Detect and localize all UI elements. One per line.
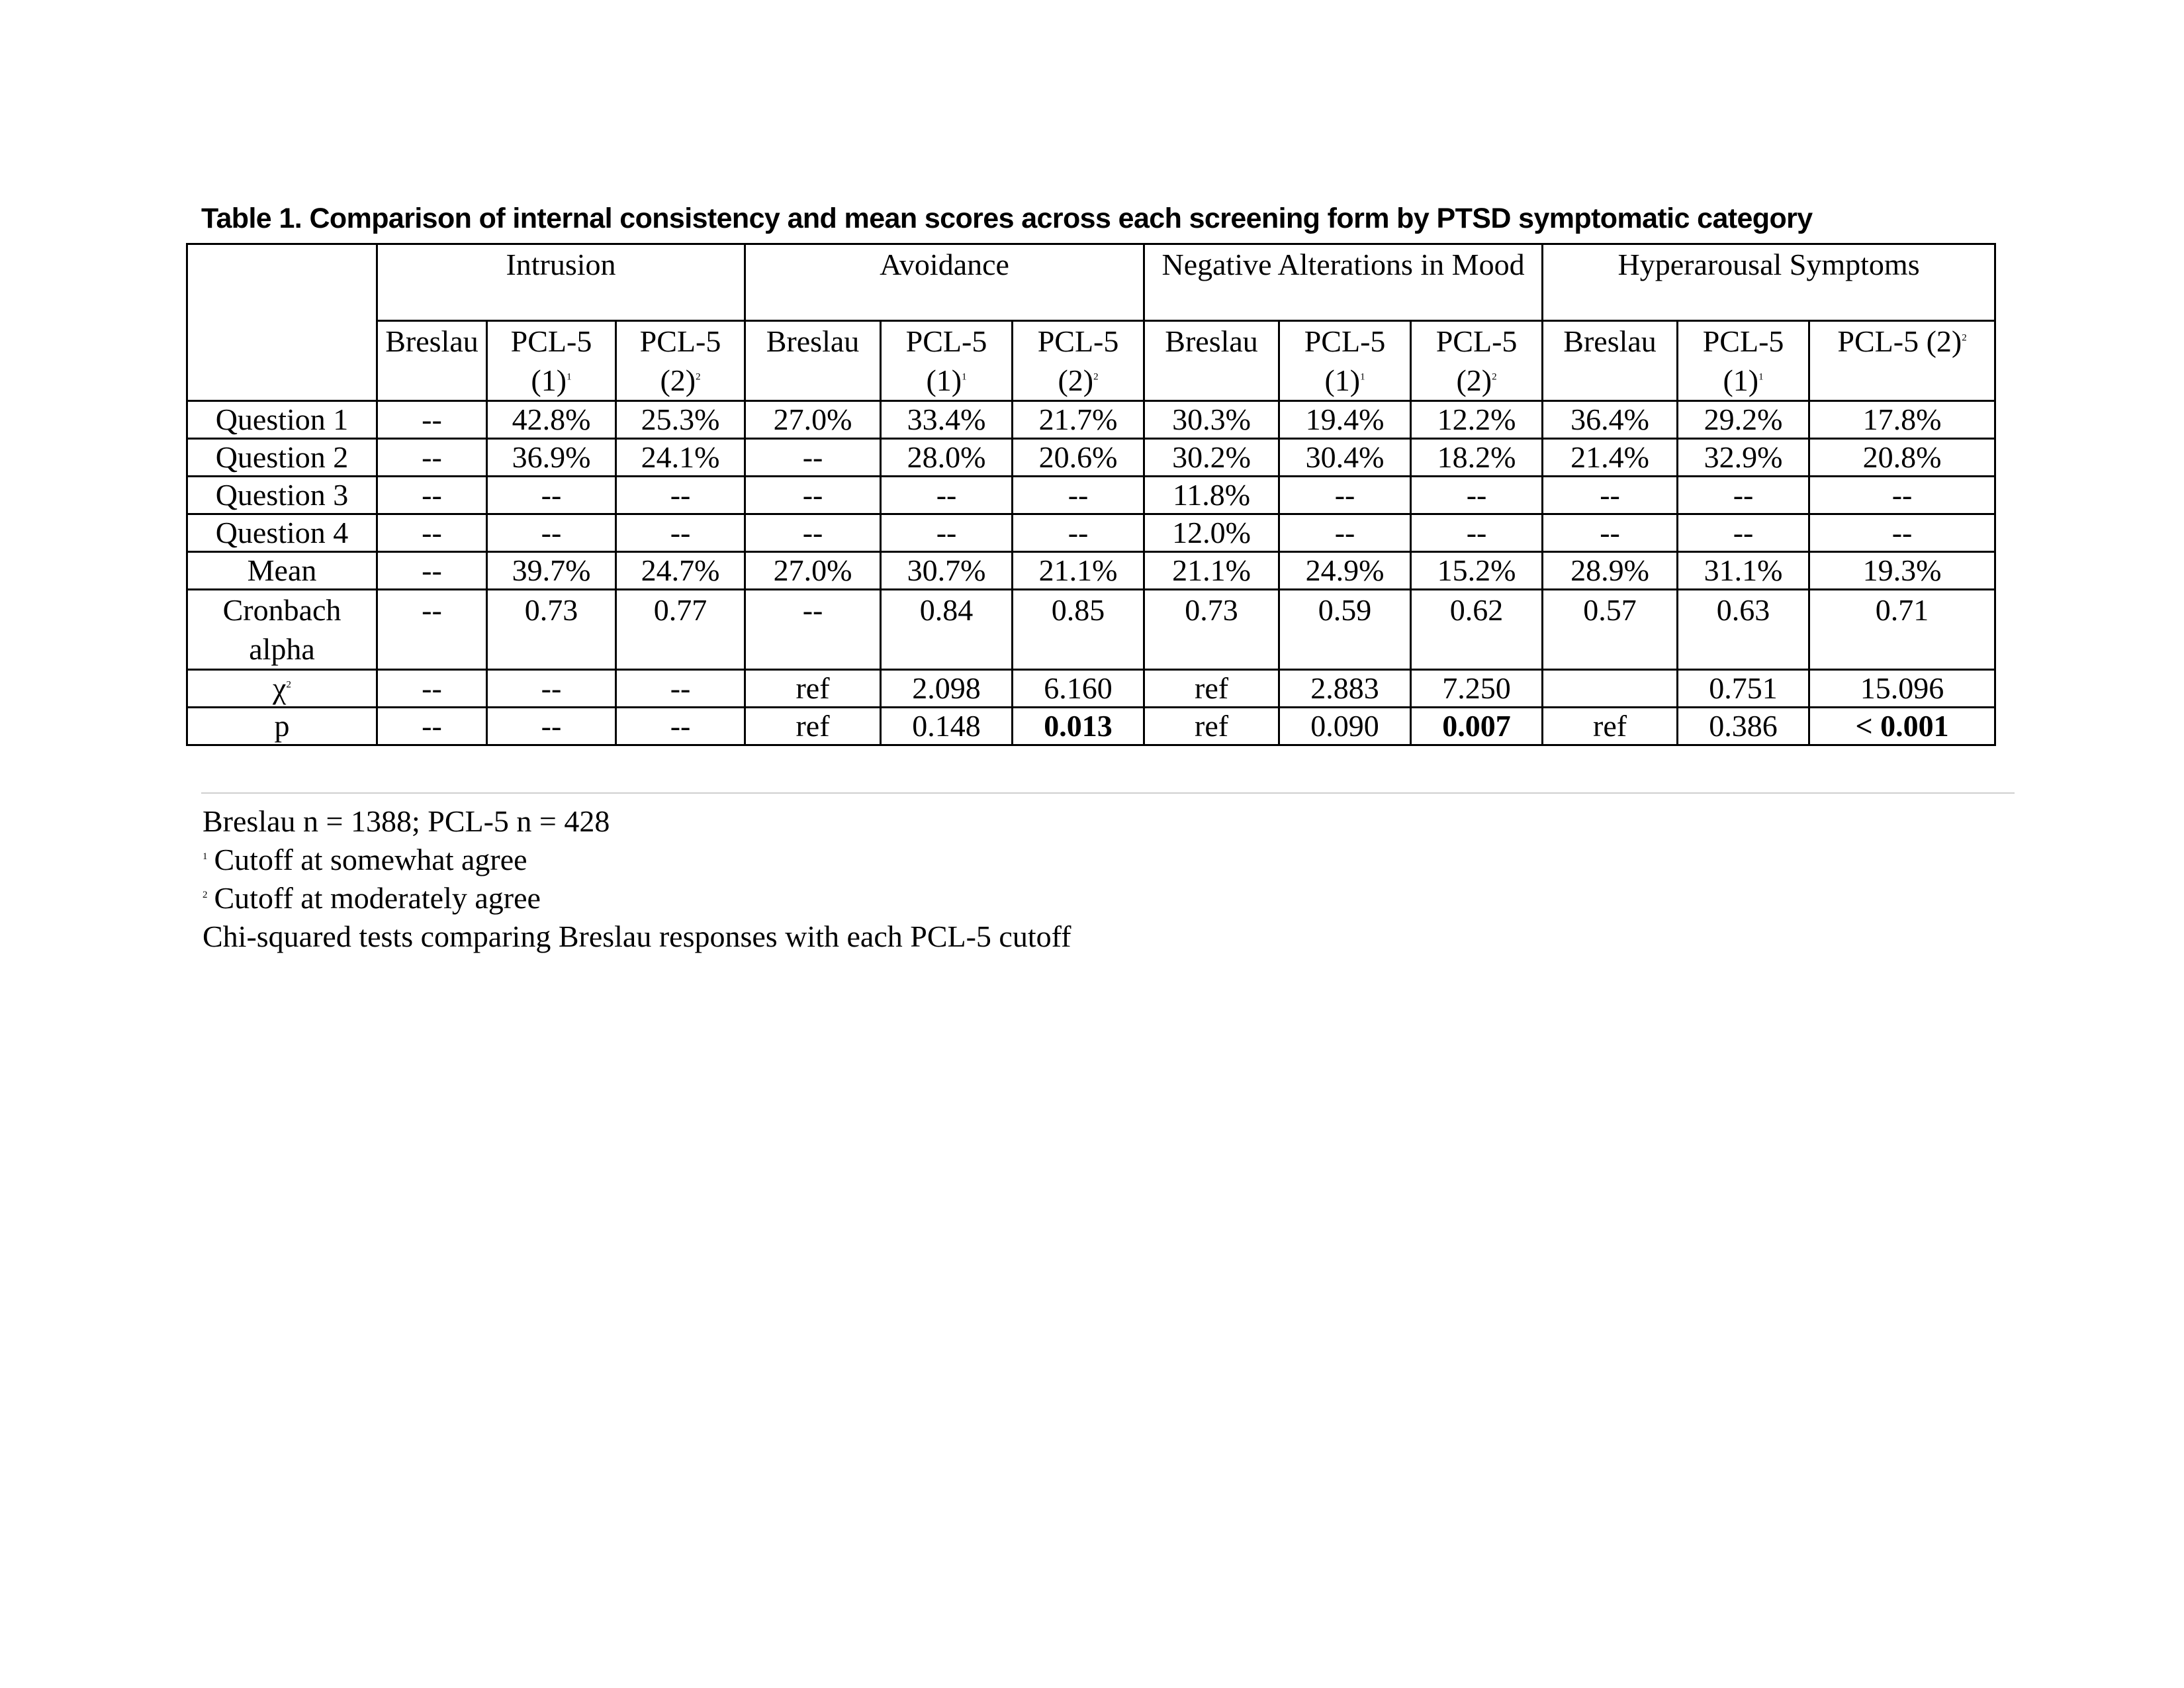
table-row [187, 514, 1995, 552]
row-label: Question 4 [187, 514, 377, 552]
table-cell: 36.9% [487, 439, 616, 477]
subheader-breslau: Breslau [377, 321, 487, 401]
table-cell: -- [745, 514, 881, 552]
table-cell: 27.0% [745, 401, 881, 439]
table-cell: ref [1543, 708, 1678, 745]
table-cell [1543, 670, 1678, 708]
table-cell: 29.2% [1678, 401, 1809, 439]
table-cell: 7.250 [1411, 670, 1543, 708]
row-label: p [187, 708, 377, 745]
results-table [186, 243, 1996, 746]
table-cell: 11.8% [1144, 477, 1279, 514]
table-cell: -- [745, 439, 881, 477]
table-cell: 12.0% [1144, 514, 1279, 552]
table-cell: 33.4% [881, 401, 1013, 439]
table-row [187, 708, 1995, 745]
table-cell: 0.62 [1411, 590, 1543, 670]
table-cell: -- [1279, 514, 1411, 552]
table-cell: ref [1144, 670, 1279, 708]
table-cell: 0.090 [1279, 708, 1411, 745]
table-cell: -- [616, 514, 745, 552]
table-cell: 0.71 [1809, 590, 1995, 670]
table-cell: 0.007 [1411, 708, 1543, 745]
table-cell: 6.160 [1013, 670, 1144, 708]
group-negative-mood: Negative Alterations in Mood [1144, 244, 1543, 321]
table-cell: 0.386 [1678, 708, 1809, 745]
table-cell: -- [377, 670, 487, 708]
table-cell: 0.013 [1013, 708, 1144, 745]
table-cell: 21.4% [1543, 439, 1678, 477]
table-cell: 30.2% [1144, 439, 1279, 477]
subheader-pcl2: PCL-5 $(2)^2$ [1013, 321, 1144, 401]
table-cell: ref [1144, 708, 1279, 745]
table-cell: 0.148 [881, 708, 1013, 745]
table-cell: 0.73 [1144, 590, 1279, 670]
table-cell: 18.2% [1411, 439, 1543, 477]
row-label: Question 1 [187, 401, 377, 439]
subheader-pcl2: PCL-5 $(2)^2$ [1809, 321, 1995, 401]
table-cell: -- [616, 670, 745, 708]
chi-squared-note: Chi-squared tests comparing Breslau responses with each PCL-5 cutoff [203, 919, 1071, 953]
table-cell: 28.9% [1543, 552, 1678, 590]
group-header-row [187, 244, 1995, 321]
table-cell: 12.2% [1411, 401, 1543, 439]
table-row [187, 477, 1995, 514]
table-cell: -- [1013, 477, 1144, 514]
table-caption: Table 1. Comparison of internal consistency and mean scores across each screening form by PTSD symptomatic category [201, 203, 1813, 234]
table-cell: -- [377, 708, 487, 745]
subheader-breslau: Breslau [1543, 321, 1678, 401]
divider [201, 792, 2015, 794]
table-cell: 30.7% [881, 552, 1013, 590]
table-cell: 0.85 [1013, 590, 1144, 670]
table-cell: 19.3% [1809, 552, 1995, 590]
table-cell: -- [487, 708, 616, 745]
table-cell: -- [1279, 477, 1411, 514]
table-cell: 15.096 [1809, 670, 1995, 708]
table-cell: 31.1% [1678, 552, 1809, 590]
table-cell: 42.8% [487, 401, 616, 439]
row-label: Question 2 [187, 439, 377, 477]
table-cell: -- [377, 477, 487, 514]
table-cell: -- [1809, 514, 1995, 552]
group-intrusion: Intrusion [377, 244, 745, 321]
table-cell: -- [616, 708, 745, 745]
table-cell: 2.883 [1279, 670, 1411, 708]
table-cell: 19.4% [1279, 401, 1411, 439]
table-cell: -- [377, 514, 487, 552]
table-cell: -- [745, 590, 881, 670]
subheader-row [187, 321, 1995, 401]
table-cell: 0.57 [1543, 590, 1678, 670]
table-cell: -- [1411, 514, 1543, 552]
table-cell: -- [1543, 514, 1678, 552]
table-cell: -- [1678, 514, 1809, 552]
table-cell: 24.1% [616, 439, 745, 477]
subheader-pcl1: PCL-5 $(1)^1$ [881, 321, 1013, 401]
table-row [187, 401, 1995, 439]
table-cell: 0.77 [616, 590, 745, 670]
table-notes [203, 802, 1071, 956]
table-cell: 20.8% [1809, 439, 1995, 477]
table-cell: 2.098 [881, 670, 1013, 708]
table-cell: 17.8% [1809, 401, 1995, 439]
table-row [187, 552, 1995, 590]
table-cell: -- [745, 477, 881, 514]
row-label: $\chi^2$ [187, 670, 377, 708]
table-cell: 25.3% [616, 401, 745, 439]
row-label: Question 3 [187, 477, 377, 514]
table-cell: 39.7% [487, 552, 616, 590]
table-cell: -- [1013, 514, 1144, 552]
table-row [187, 439, 1995, 477]
table-cell: 30.3% [1144, 401, 1279, 439]
footnote-2: $^2$ Cutoff at moderately agree [203, 881, 541, 915]
table-cell: -- [1411, 477, 1543, 514]
table-cell: 24.9% [1279, 552, 1411, 590]
subheader-pcl2: PCL-5 $(2)^2$ [1411, 321, 1543, 401]
table-cell: 36.4% [1543, 401, 1678, 439]
table-cell: -- [487, 477, 616, 514]
table-cell: -- [377, 439, 487, 477]
subheader-breslau: Breslau [1144, 321, 1279, 401]
subheader-breslau: Breslau [745, 321, 881, 401]
table-cell: 0.84 [881, 590, 1013, 670]
table-row [187, 670, 1995, 708]
table-cell: 0.751 [1678, 670, 1809, 708]
table-cell: -- [616, 477, 745, 514]
table-cell: -- [881, 477, 1013, 514]
subheader-pcl1: PCL-5 $(1)^1$ [487, 321, 616, 401]
table-cell: 32.9% [1678, 439, 1809, 477]
table-cell: 27.0% [745, 552, 881, 590]
table-cell: -- [377, 401, 487, 439]
corner-cell [187, 244, 377, 401]
subheader-pcl1: PCL-5 $(1)^1$ [1279, 321, 1411, 401]
table-cell: 30.4% [1279, 439, 1411, 477]
table-cell: -- [1543, 477, 1678, 514]
table-cell: -- [881, 514, 1013, 552]
table-cell: 24.7% [616, 552, 745, 590]
table-cell: -- [487, 514, 616, 552]
table-cell: < 0.001 [1809, 708, 1995, 745]
table-cell: 0.59 [1279, 590, 1411, 670]
footnote-1: $^1$ Cutoff at somewhat agree [203, 843, 527, 876]
table-cell: ref [745, 708, 881, 745]
table-cell: -- [1678, 477, 1809, 514]
subheader-pcl1: PCL-5 $(1)^1$ [1678, 321, 1809, 401]
table-cell: 20.6% [1013, 439, 1144, 477]
table-cell: -- [487, 670, 616, 708]
table-cell: 21.7% [1013, 401, 1144, 439]
table-cell: -- [1809, 477, 1995, 514]
table-cell: -- [377, 590, 487, 670]
table-cell: 21.1% [1144, 552, 1279, 590]
table-cell: -- [377, 552, 487, 590]
table-cell: 15.2% [1411, 552, 1543, 590]
group-hyperarousal: Hyperarousal Symptoms [1543, 244, 1995, 321]
table-cell: 21.1% [1013, 552, 1144, 590]
table-cell: 0.63 [1678, 590, 1809, 670]
group-avoidance: Avoidance [745, 244, 1144, 321]
row-label: Cronbach alpha [187, 590, 377, 670]
table-cell: 0.73 [487, 590, 616, 670]
table-cell: ref [745, 670, 881, 708]
sample-size-note: Breslau n = 1388; PCL-5 n = 428 [203, 804, 610, 838]
row-label: Mean [187, 552, 377, 590]
subheader-pcl2: PCL-5 $(2)^2$ [616, 321, 745, 401]
table-cell: 28.0% [881, 439, 1013, 477]
table-row [187, 590, 1995, 670]
